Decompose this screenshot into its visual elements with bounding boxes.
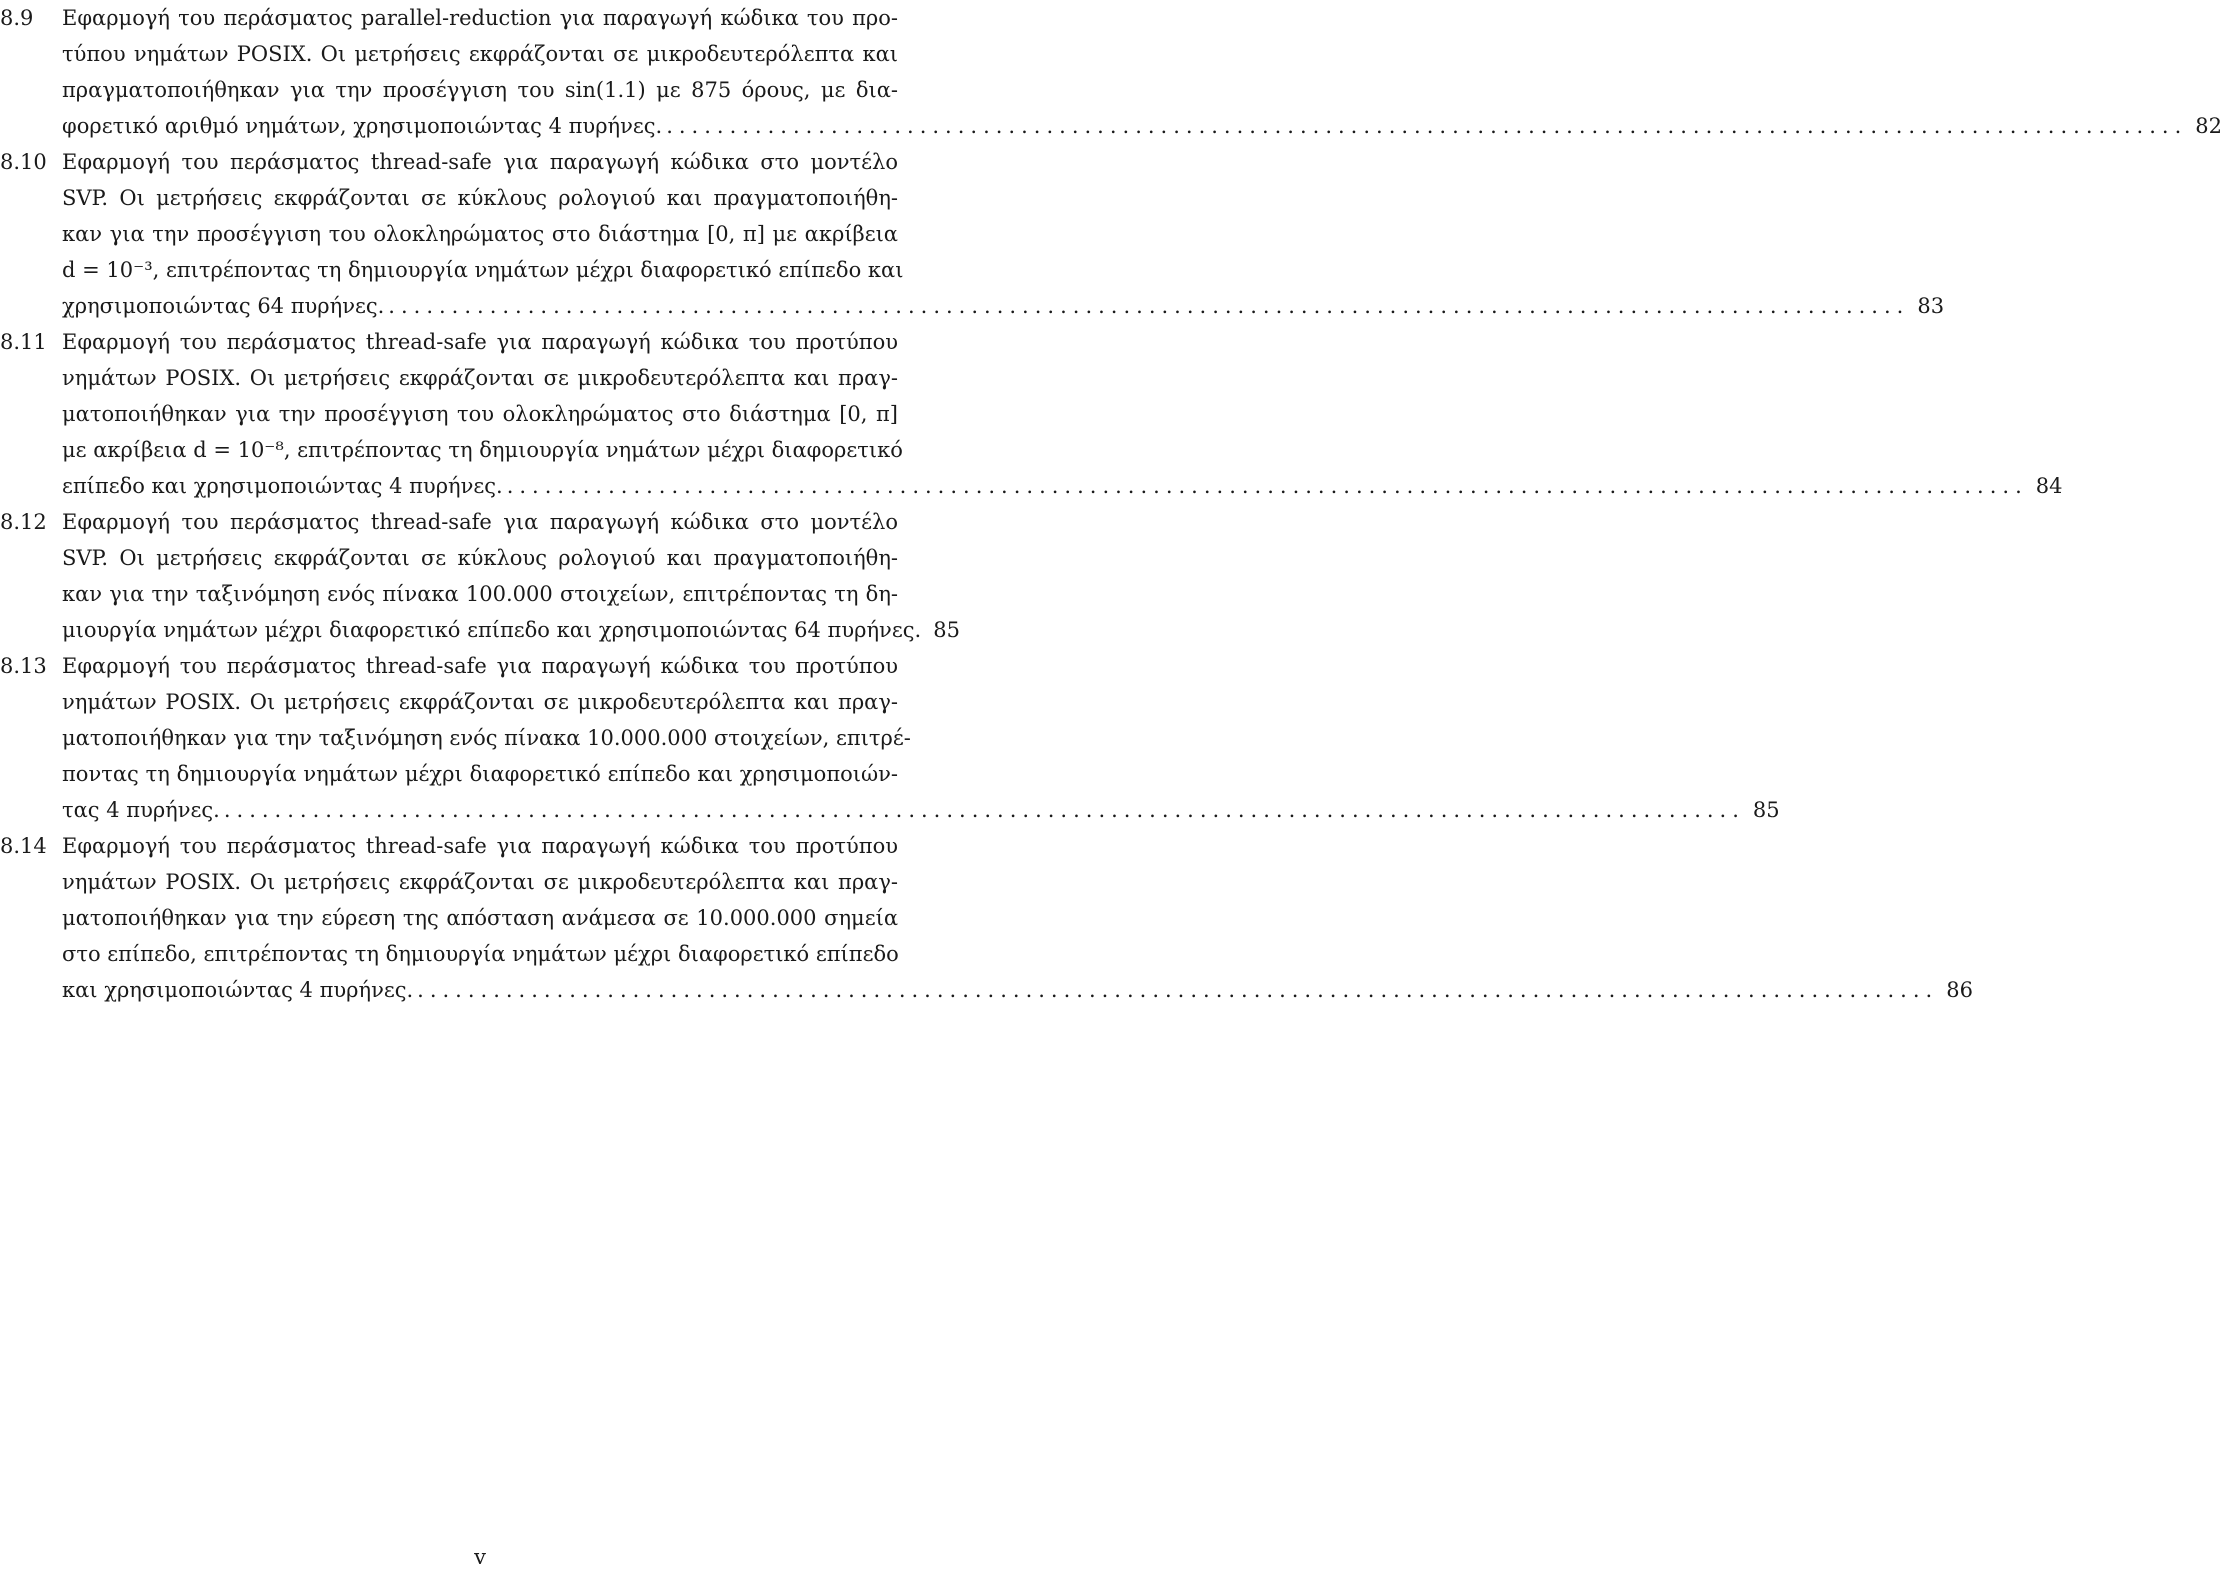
entry-number: 8.10	[0, 150, 47, 174]
page-number-link[interactable]: 86	[1946, 978, 1973, 1002]
page-number-link[interactable]: 85	[933, 618, 960, 642]
entry-text-line: καν για την ταξινόμηση ενός πίνακα 100.000 στοιχείων, επιτρέποντας τη δη-	[62, 582, 898, 606]
entry-text-line: ματοποιήθηκαν για την ταξινόμηση ενός πίνακα 10.000.000 στοιχείων, επιτρέ-	[62, 726, 911, 750]
entry-text-line: τύπου νημάτων POSIX. Οι μετρήσεις εκφράζονται σε μικροδευτερόλεπτα και	[62, 42, 898, 66]
entry-text-line: SVP. Οι μετρήσεις εκφράζονται σε κύκλους ρολογιού και πραγματοποιήθη-	[62, 186, 898, 210]
entry-last-line	[62, 792, 1780, 828]
entry-text-line: και χρησιμοποιώντας 4 πυρήνες.	[62, 978, 414, 1002]
entry-text-line: Εφαρμογή του περάσματος thread-safe για παραγωγή κώδικα του προτύπου	[62, 834, 898, 858]
entry-text-line: SVP. Οι μετρήσεις εκφράζονται σε κύκλους ρολογιού και πραγματοποιήθη-	[62, 546, 898, 570]
dot-leader: ........................................................................................................................	[506, 474, 2028, 498]
entry-text-line: d = 10⁻³, επιτρέποντας τη δημιουργία νημάτων μέχρι διαφορετικό επίπεδο και	[62, 258, 904, 282]
entry-last-line	[62, 288, 1945, 324]
entry-number: 8.9	[0, 6, 34, 30]
dot-leader: ........................................................................................................................	[417, 978, 1939, 1002]
entry-last-line	[62, 612, 960, 648]
entry-text-line: στο επίπεδο, επιτρέποντας τη δημιουργία νημάτων μέχρι διαφορετικό επίπεδο	[62, 942, 899, 966]
entry-text-line: Εφαρμογή του περάσματος thread-safe για παραγωγή κώδικα στο μοντέλο	[62, 510, 898, 534]
page-number-link[interactable]: 82	[2195, 114, 2222, 138]
page-number-link[interactable]: 84	[2035, 474, 2063, 498]
entry-text-line: πραγματοποιήθηκαν για την προσέγγιση του sin(1.1) με 875 όρους, με δια-	[62, 78, 898, 102]
entry-text-line: Εφαρμογή του περάσματος thread-safe για παραγωγή κώδικα του προτύπου	[62, 654, 898, 678]
entry-number: 8.12	[0, 510, 47, 534]
entry-text-line: φορετικό αριθμό νημάτων, χρησιμοποιώντας 4 πυρήνες.	[62, 114, 663, 138]
page-footer-number: v	[474, 1545, 486, 1569]
entry-number: 8.13	[0, 654, 47, 678]
dot-leader: ........................................................................................................................	[223, 798, 1745, 822]
page-number-link[interactable]: 85	[1752, 798, 1780, 822]
entry-text-line: Εφαρμογή του περάσματος parallel-reduction για παραγωγή κώδικα του προ-	[62, 6, 898, 30]
entry-text-line: καν για την προσέγγιση του ολοκληρώματος στο διάστημα [0, π] με ακρίβεια	[62, 222, 898, 246]
entry-number: 8.11	[0, 330, 47, 354]
entry-text-line: νημάτων POSIX. Οι μετρήσεις εκφράζονται σε μικροδευτερόλεπτα και πραγ-	[62, 690, 898, 714]
dot-leader: ........................................................................................................................	[388, 294, 1910, 318]
entry-last-line	[62, 972, 1973, 1008]
entry-text-line: νημάτων POSIX. Οι μετρήσεις εκφράζονται σε μικροδευτερόλεπτα και πραγ-	[62, 870, 898, 894]
page-number-link[interactable]: 83	[1917, 294, 1945, 318]
entry-last-line	[62, 468, 2063, 504]
entry-text-line: μιουργία νημάτων μέχρι διαφορετικό επίπεδο και χρησιμοποιώντας 64 πυρήνες.	[62, 618, 922, 642]
entry-text-line: επίπεδο και χρησιμοποιώντας 4 πυρήνες.	[62, 474, 503, 498]
entry-number: 8.14	[0, 834, 47, 858]
entry-text-line: Εφαρμογή του περάσματος thread-safe για παραγωγή κώδικα του προτύπου	[62, 330, 898, 354]
entry-text-line: Εφαρμογή του περάσματος thread-safe για παραγωγή κώδικα στο μοντέλο	[62, 150, 898, 174]
entry-text-line: ματοποιήθηκαν για την προσέγγιση του ολοκληρώματος στο διάστημα [0, π]	[62, 402, 898, 426]
entry-text-line: τας 4 πυρήνες.	[62, 798, 220, 822]
dot-leader: ........................................................................................................................	[666, 114, 2188, 138]
entry-text-line: νημάτων POSIX. Οι μετρήσεις εκφράζονται σε μικροδευτερόλεπτα και πραγ-	[62, 366, 898, 390]
entry-text-line: με ακρίβεια d = 10⁻⁸, επιτρέποντας τη δημιουργία νημάτων μέχρι διαφορετικό	[62, 438, 903, 462]
entry-text-line: χρησιμοποιώντας 64 πυρήνες.	[62, 294, 385, 318]
entry-text-line: ματοποιήθηκαν για την εύρεση της απόσταση ανάμεσα σε 10.000.000 σημεία	[62, 906, 898, 930]
entry-text-line: ποντας τη δημιουργία νημάτων μέχρι διαφορετικό επίπεδο και χρησιμοποιών-	[62, 762, 898, 786]
entry-last-line	[62, 108, 2222, 144]
